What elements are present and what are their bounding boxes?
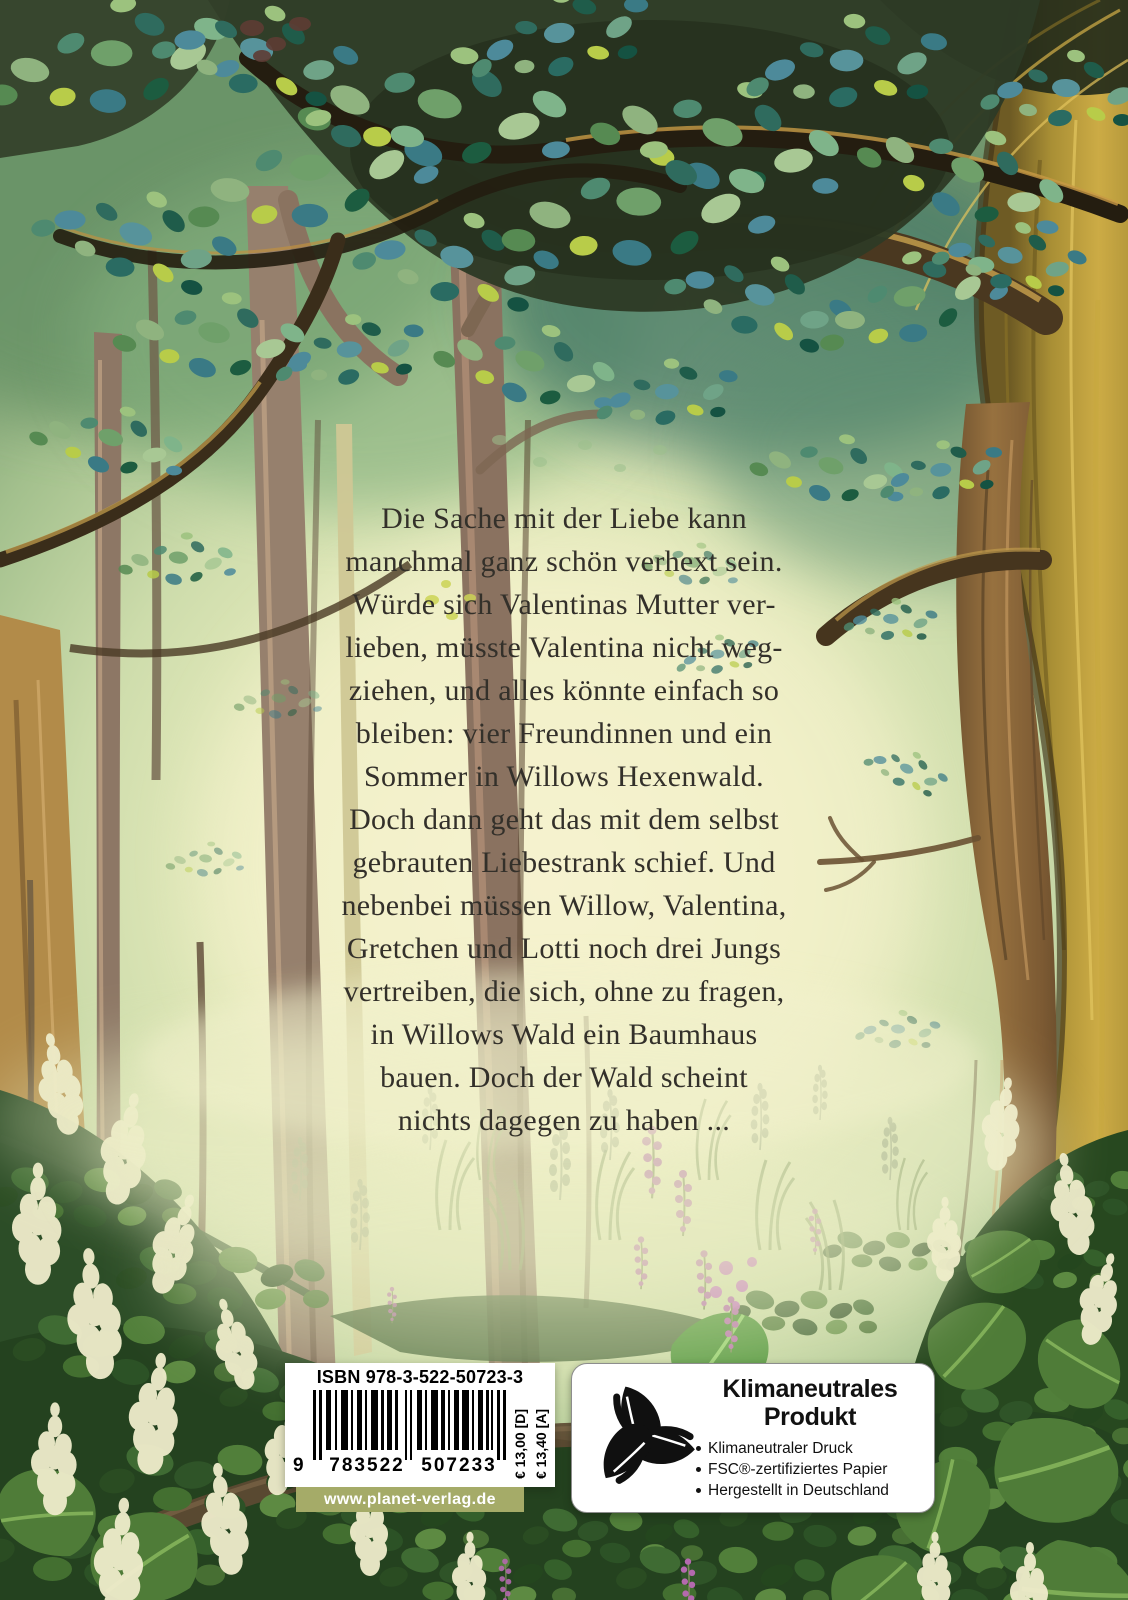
climate-bullet <box>696 1438 924 1459</box>
blurb-line: vertreiben, die sich, ohne zu fragen, <box>343 975 785 1008</box>
blurb-line: lieben, müsste Valentina nicht weg- <box>345 631 783 664</box>
recycling-leaves-icon <box>584 1376 696 1500</box>
blurb-line: Sommer in Willows Hexenwald. <box>364 760 764 793</box>
blurb-line: Doch dann geht das mit dem selbst <box>349 803 779 836</box>
blurb-line: ziehen, und alles könnte einfach so <box>348 674 780 707</box>
climate-label-title-line2: Produkt <box>763 1403 857 1431</box>
blurb-line: Gretchen und Lotti noch drei Jungs <box>346 932 782 965</box>
climate-label-title-line1: Klimaneutrales <box>722 1375 898 1403</box>
climate-bullet-text: Klimaneutraler Druck <box>708 1440 853 1457</box>
barcode-digits-right: 507233 <box>421 1455 497 1476</box>
blurb-line: Die Sache mit der Liebe kann <box>381 502 747 535</box>
blurb-line: in Willows Wald ein Baumhaus <box>370 1018 758 1051</box>
climate-bullet-text: Hergestellt in Deutschland <box>708 1482 889 1499</box>
price-germany: € 13,00 [D] <box>512 1408 528 1479</box>
ean-barcode <box>313 1390 506 1460</box>
isbn-barcode-block <box>285 1363 555 1487</box>
price-austria: € 13,40 [A] <box>533 1408 549 1479</box>
isbn-number: ISBN 978-3-522-50723-3 <box>316 1367 524 1387</box>
climate-label-bullets <box>696 1438 924 1501</box>
blurb-line: bleiben: vier Freundinnen und ein <box>355 717 773 750</box>
blurb-text <box>0 497 1128 1142</box>
bullet-dot-icon <box>696 1488 701 1493</box>
climate-bullet <box>696 1459 924 1480</box>
climate-bullet-text: FSC®-zertifiziertes Papier <box>708 1461 888 1478</box>
bullet-dot-icon <box>696 1467 701 1472</box>
blurb-line: nichts dagegen zu haben ... <box>397 1104 731 1137</box>
climate-neutral-label <box>571 1363 935 1513</box>
publisher-url-bar: www.planet-verlag.de <box>296 1487 524 1512</box>
climate-bullet <box>696 1480 924 1501</box>
blurb-line: gebrauten Liebestrank schief. Und <box>352 846 776 879</box>
blurb-line: nebenbei müssen Willow, Valentina, <box>341 889 787 922</box>
blurb-line: manchmal ganz schön verhext sein. <box>345 545 783 578</box>
climate-label-title <box>696 1375 924 1431</box>
blurb-line: bauen. Doch der Wald scheint <box>380 1061 748 1094</box>
bullet-dot-icon <box>696 1446 701 1451</box>
barcode-digits-left: 783522 <box>329 1455 405 1476</box>
blurb-line: Würde sich Valentinas Mutter ver- <box>352 588 776 621</box>
barcode-digit-lead: 9 <box>293 1455 304 1476</box>
